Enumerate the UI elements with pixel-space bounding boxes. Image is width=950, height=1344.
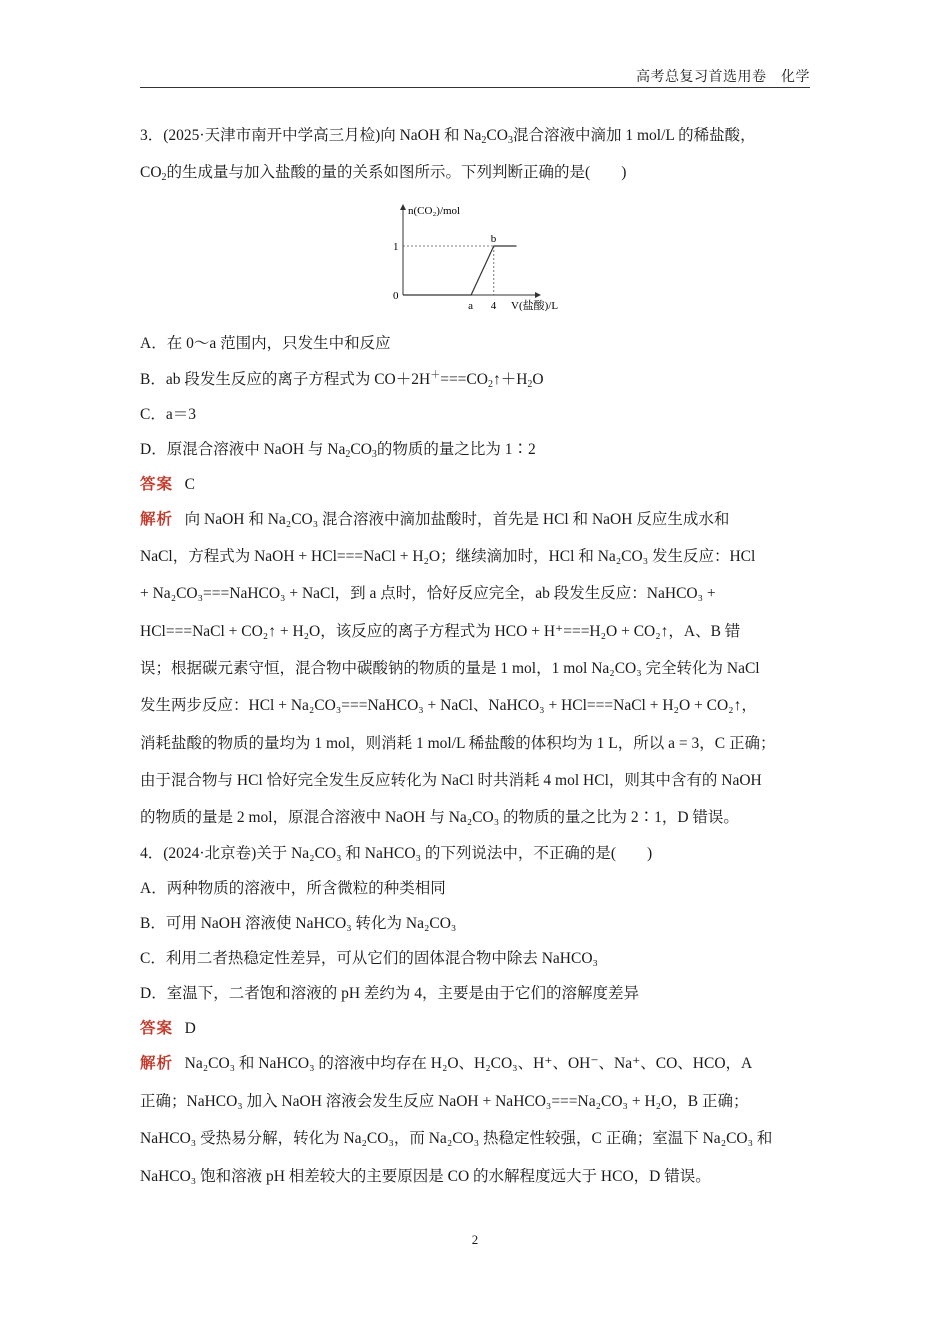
analysis-label: 解析 [140,511,174,528]
q3-analysis-line: HCl===NaCl + CO₂↑ + H₂O，该反应的离子方程式为 HCO + H⁺===H₂O + CO₂↑，A、B 错 [140,623,741,640]
point-label: b [490,233,497,245]
q3-analysis-line: + Na₂CO₃===NaHCO₃ + NaCl，到 a 点时，恰好反应完全，ab 段发生反应：NaHCO₃ + [140,585,716,602]
page-number: 2 [471,1232,479,1247]
q4-analysis-line: 正确；NaHCO₃ 加入 NaOH 溶液会发生反应 NaOH + NaHCO₃===Na₂CO₃ + H₂O，B 正确； [140,1093,749,1110]
series-line [403,246,517,295]
answer-value: C [184,476,195,493]
q3-analysis-line: 由于混合物与 HCl 恰好完全发生反应转化为 NaCl 时共消耗 4 mol HCl，则其中含有的 NaOH [140,772,762,789]
q4-answer [140,1019,196,1039]
q4-option-d: D．室温下，二者饱和溶液的 pH 差约为 4，主要是由于它们的溶解度差异 [140,985,640,1002]
header-title: 高考总复习首选用卷 化学 [636,70,810,85]
q3-option-b: B．ab 段发生反应的离子方程式为 $CO+2H^+===CO_2↑+H_2O$ [140,370,544,390]
q3-chart [370,202,570,314]
q3-stem-line2: $CO_2$的生成量与加入盐酸的量的关系如图所示。下列判断正确的是( ) [140,164,627,183]
q4-analysis-line: NaHCO₃ 饱和溶液 pH 相差较大的主要原因是 CO 的水解程度远大于 HCO，D 错误。 [140,1168,711,1185]
y-tick-label: 0 [393,290,399,302]
q3-analysis-line: 解析 向 NaOH 和 Na₂CO₃ 混合溶液中滴加盐酸时，首先是 HCl 和 NaOH 反应生成水和 [140,511,730,528]
x-tick-label: a [468,300,473,312]
page-header [140,66,810,88]
q3-analysis-line: 发生两步反应：HCl + Na₂CO₃===NaHCO₃ + NaCl、NaHCO₃ + HCl===NaCl + H₂O + CO₂↑， [140,697,757,714]
q3-analysis-line: 消耗盐酸的物质的量均为 1 mol，则消耗 1 mol/L 稀盐酸的体积均为 1 L，所以 a = 3，C 正确； [140,735,776,752]
q3-option-c: C．a＝3 [140,406,196,423]
x-axis-label: V(盐酸)/L [511,300,559,312]
q3-analysis-line: 的物质的量是 2 mol，原混合溶液中 NaOH 与 Na₂CO₃ 的物质的量之比为 2∶1，D 错误。 [140,809,739,826]
answer-label: 答案 [140,476,174,493]
q3-answer [140,475,195,495]
q3-option-d: D．原混合溶液中 NaOH 与 $Na_2CO_3$的物质的量之比为 1∶2 [140,441,536,460]
q4-option-a: A．两种物质的溶液中，所含微粒的种类相同 [140,880,446,897]
answer-value: D [184,1020,196,1037]
q3-analysis-line: NaCl，方程式为 NaOH + HCl===NaCl + H₂O；继续滴加时，HCl 和 Na₂CO₃ 发生反应：HCl [140,548,756,565]
y-axis-label: n(CO₂)/mol [408,205,461,217]
q4-option-b: B．可用 NaOH 溶液使 NaHCO₃ 转化为 Na₂CO₃ [140,915,457,932]
y-tick-label: 1 [393,241,399,253]
q4-analysis-line: 解析 Na₂CO₃ 和 NaHCO₃ 的溶液中均存在 H₂O、H₂CO₃、H⁺、OH⁻、Na⁺、CO、HCO，A [140,1055,753,1072]
q4-stem: 4．(2024·北京卷)关于 Na₂CO₃ 和 NaHCO₃ 的下列说法中，不正确的是( ) [140,845,653,862]
answer-label: 答案 [140,1020,174,1037]
q3-option-a: A．在 0～a 范围内，只发生中和反应 [140,335,391,352]
q3-analysis-line: 误；根据碳元素守恒，混合物中碳酸钠的物质的量是 1 mol，1 mol Na₂CO₃ 完全转化为 NaCl [140,660,760,677]
q4-analysis-line: NaHCO₃ 受热易分解，转化为 Na₂CO₃，而 Na₂CO₃ 热稳定性较强，C 正确；室温下 Na₂CO₃ 和 [140,1130,773,1147]
x-tick-label: 4 [490,300,497,312]
analysis-label: 解析 [140,1055,174,1072]
q4-option-c: C．利用二者热稳定性差异，可从它们的固体混合物中除去 NaHCO₃ [140,950,598,967]
q3-stem-line1: 3．(2025·天津市南开中学高三月检)向 NaOH 和 $Na_2CO_3$混合溶液中滴加 1 mol/L 的稀盐酸， [140,127,756,146]
